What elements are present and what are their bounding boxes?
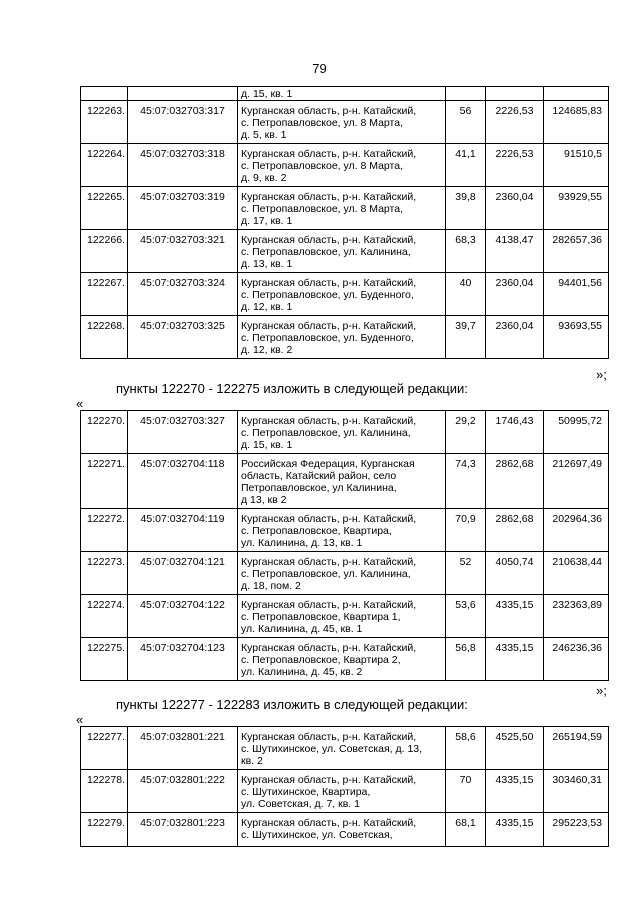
table-row <box>81 770 609 813</box>
table-row <box>81 509 609 552</box>
cadastral-number-cell: 45:07:032703:324 <box>128 273 238 316</box>
cadastral-value-cell: 91510,5 <box>544 144 609 187</box>
table-row <box>81 552 609 595</box>
closing-quote: »; <box>596 683 607 698</box>
unit-cost-cell: 4525,50 <box>486 727 544 770</box>
area-value-cell: 74,3 <box>446 454 486 509</box>
cadastral-value-cell: 295223,53 <box>544 813 609 847</box>
unit-cost-cell: 1746,43 <box>486 411 544 454</box>
closing-quote: »; <box>596 367 607 382</box>
address-cell: Курганская область, р-н. Катайский, с. Шутихинское, Квартира, ул. Советская, д. 7, кв. 1 <box>238 770 446 813</box>
unit-cost-cell <box>486 87 544 101</box>
address-cell: Курганская область, р-н. Катайский, с. Шутихинское, ул. Советская, д. 13, кв. 2 <box>238 727 446 770</box>
unit-cost-cell: 2226,53 <box>486 101 544 144</box>
area-value-cell: 52 <box>446 552 486 595</box>
row-number-cell: 122279. <box>81 813 128 847</box>
cadastral-number-cell <box>128 87 238 101</box>
row-number-cell: 122264. <box>81 144 128 187</box>
registry-table-1 <box>80 86 609 359</box>
address-cell: Курганская область, р-н. Катайский, с. Петропавловское, ул. Калинина, д. 15, кв. 1 <box>238 411 446 454</box>
opening-quote: « <box>76 396 84 411</box>
cadastral-number-cell: 45:07:032703:318 <box>128 144 238 187</box>
area-value-cell: 70 <box>446 770 486 813</box>
table-row <box>81 727 609 770</box>
opening-quote: « <box>76 712 84 727</box>
row-number-cell: 122273. <box>81 552 128 595</box>
area-value-cell: 58,6 <box>446 727 486 770</box>
cadastral-value-cell <box>544 87 609 101</box>
cadastral-value-cell: 202964,36 <box>544 509 609 552</box>
row-number-cell: 122270. <box>81 411 128 454</box>
cadastral-number-cell: 45:07:032703:327 <box>128 411 238 454</box>
cadastral-number-cell: 45:07:032704:119 <box>128 509 238 552</box>
cadastral-number-cell: 45:07:032704:118 <box>128 454 238 509</box>
address-cell: д. 15, кв. 1 <box>238 87 446 101</box>
cadastral-value-cell: 303460,31 <box>544 770 609 813</box>
row-number-cell: 122272. <box>81 509 128 552</box>
area-value-cell: 56 <box>446 101 486 144</box>
cadastral-number-cell: 45:07:032801:222 <box>128 770 238 813</box>
address-cell: Курганская область, р-н. Катайский, с. Петропавловское, ул. Буденного, д. 12, кв. 1 <box>238 273 446 316</box>
table-row <box>81 813 609 847</box>
table-row <box>81 87 609 101</box>
cadastral-number-cell: 45:07:032704:121 <box>128 552 238 595</box>
cadastral-number-cell: 45:07:032703:317 <box>128 101 238 144</box>
address-cell: Курганская область, р-н. Катайский, с. Петропавловское, Квартира 1, ул. Калинина, д. 45, кв. 1 <box>238 595 446 638</box>
table-row <box>81 454 609 509</box>
unit-cost-cell: 2360,04 <box>486 316 544 359</box>
area-value-cell: 40 <box>446 273 486 316</box>
area-value-cell: 68,3 <box>446 230 486 273</box>
unit-cost-cell: 2226,53 <box>486 144 544 187</box>
table-row <box>81 187 609 230</box>
cadastral-value-cell: 246236,36 <box>544 638 609 681</box>
table-row <box>81 273 609 316</box>
address-cell: Курганская область, р-н. Катайский, с. Петропавловское, ул. 8 Марта, д. 17, кв. 1 <box>238 187 446 230</box>
cadastral-value-cell: 124685,83 <box>544 101 609 144</box>
cadastral-value-cell: 212697,49 <box>544 454 609 509</box>
cadastral-value-cell: 232363,89 <box>544 595 609 638</box>
unit-cost-cell: 2862,68 <box>486 509 544 552</box>
cadastral-value-cell: 282657,36 <box>544 230 609 273</box>
address-cell: Курганская область, р-н. Катайский, с. Петропавловское, ул. 8 Марта, д. 9, кв. 2 <box>238 144 446 187</box>
amendment-instruction: пункты 122277 - 122283 изложить в следующей редакции: <box>116 697 468 712</box>
row-number-cell: 122275. <box>81 638 128 681</box>
area-value-cell: 29,2 <box>446 411 486 454</box>
page-number: 79 <box>312 61 327 76</box>
cadastral-number-cell: 45:07:032704:122 <box>128 595 238 638</box>
unit-cost-cell: 4335,15 <box>486 638 544 681</box>
area-value-cell: 70,9 <box>446 509 486 552</box>
row-number-cell: 122267. <box>81 273 128 316</box>
address-cell: Российская Федерация, Курганская область, Катайский район, село Петропавловское, ул Калинина, д 13, кв 2 <box>238 454 446 509</box>
row-number-cell: 122274. <box>81 595 128 638</box>
unit-cost-cell: 2360,04 <box>486 273 544 316</box>
table-row <box>81 316 609 359</box>
address-cell: Курганская область, р-н. Катайский, с. Петропавловское, Квартира, ул. Калинина, д. 13, кв. 1 <box>238 509 446 552</box>
unit-cost-cell: 4138,47 <box>486 230 544 273</box>
unit-cost-cell: 2360,04 <box>486 187 544 230</box>
unit-cost-cell: 2862,68 <box>486 454 544 509</box>
cadastral-value-cell: 93693,55 <box>544 316 609 359</box>
unit-cost-cell: 4335,15 <box>486 770 544 813</box>
table-row <box>81 230 609 273</box>
area-value-cell: 41,1 <box>446 144 486 187</box>
cadastral-value-cell: 50995,72 <box>544 411 609 454</box>
area-value-cell: 39,8 <box>446 187 486 230</box>
address-cell: Курганская область, р-н. Катайский, с. Петропавловское, ул. Калинина, д. 13, кв. 1 <box>238 230 446 273</box>
table-row <box>81 101 609 144</box>
row-number-cell: 122268. <box>81 316 128 359</box>
cadastral-value-cell: 210638,44 <box>544 552 609 595</box>
registry-table-2 <box>80 410 609 681</box>
table-row <box>81 411 609 454</box>
row-number-cell: 122271. <box>81 454 128 509</box>
cadastral-number-cell: 45:07:032703:325 <box>128 316 238 359</box>
row-number-cell: 122278. <box>81 770 128 813</box>
cadastral-number-cell: 45:07:032801:221 <box>128 727 238 770</box>
cadastral-number-cell: 45:07:032801:223 <box>128 813 238 847</box>
registry-table-3 <box>80 726 609 847</box>
cadastral-number-cell: 45:07:032703:321 <box>128 230 238 273</box>
address-cell: Курганская область, р-н. Катайский, с. Петропавловское, ул. Калинина, д. 18, пом. 2 <box>238 552 446 595</box>
row-number-cell <box>81 87 128 101</box>
row-number-cell: 122265. <box>81 187 128 230</box>
unit-cost-cell: 4335,15 <box>486 813 544 847</box>
address-cell: Курганская область, р-н. Катайский, с. Шутихинское, ул. Советская, <box>238 813 446 847</box>
cadastral-number-cell: 45:07:032703:319 <box>128 187 238 230</box>
cadastral-number-cell: 45:07:032704:123 <box>128 638 238 681</box>
unit-cost-cell: 4335,15 <box>486 595 544 638</box>
amendment-instruction: пункты 122270 - 122275 изложить в следующей редакции: <box>116 381 468 396</box>
address-cell: Курганская область, р-н. Катайский, с. Петропавловское, ул. 8 Марта, д. 5, кв. 1 <box>238 101 446 144</box>
area-value-cell <box>446 87 486 101</box>
table-row <box>81 638 609 681</box>
row-number-cell: 122263. <box>81 101 128 144</box>
row-number-cell: 122277. <box>81 727 128 770</box>
area-value-cell: 53,6 <box>446 595 486 638</box>
address-cell: Курганская область, р-н. Катайский, с. Петропавловское, ул. Буденного, д. 12, кв. 2 <box>238 316 446 359</box>
cadastral-value-cell: 93929,55 <box>544 187 609 230</box>
area-value-cell: 39,7 <box>446 316 486 359</box>
table-row <box>81 144 609 187</box>
table-row <box>81 595 609 638</box>
cadastral-value-cell: 265194,59 <box>544 727 609 770</box>
address-cell: Курганская область, р-н. Катайский, с. Петропавловское, Квартира 2, ул. Калинина, д. 45, кв. 2 <box>238 638 446 681</box>
row-number-cell: 122266. <box>81 230 128 273</box>
area-value-cell: 68,1 <box>446 813 486 847</box>
unit-cost-cell: 4050,74 <box>486 552 544 595</box>
area-value-cell: 56,8 <box>446 638 486 681</box>
cadastral-value-cell: 94401,56 <box>544 273 609 316</box>
